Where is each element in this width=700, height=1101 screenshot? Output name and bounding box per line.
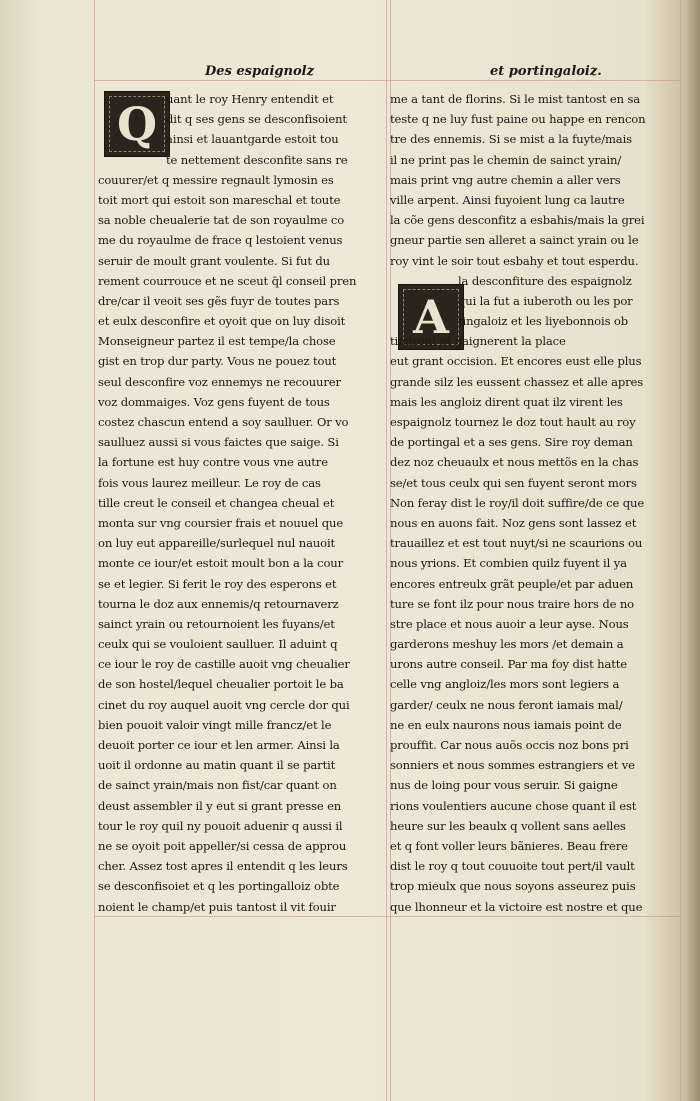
running-head-right: et portingaloiz. xyxy=(490,64,602,79)
text-line: trauaillez et est tout nuyt/si ne scaurions ou xyxy=(390,536,643,551)
running-head-left: Des espaignolz xyxy=(205,64,314,79)
text-line: rions voulentiers aucune chose quant il est xyxy=(390,798,637,813)
text-line: tourna le doz aux ennemis/q retournaverz xyxy=(98,596,339,611)
text-line: Non feray dist le roy/il doit suffire/de ce que xyxy=(390,495,645,510)
text-line: cher. Assez tost apres il entendit q les leurs xyxy=(98,859,348,874)
text-line: dist le roy q tout couuoite tout pert/il vault xyxy=(390,859,635,874)
text-line: dre/car il veoit ses gẽs fuyr de toutes pars xyxy=(98,293,340,308)
text-line: uant le roy Henry entendit et xyxy=(166,92,334,106)
text-line: nous en auons fait. Noz gens sont lassez et xyxy=(390,515,637,530)
text-line: et eulx desconfire et oyoit que on luy disoit xyxy=(98,314,346,329)
text-line: te nettement desconfite sans re xyxy=(166,152,348,167)
rule-gutter-left xyxy=(386,0,387,1101)
text-line: deuoit porter ce iour et len armer. Ainsi la xyxy=(98,738,340,752)
text-line: uoit il ordonne au matin quant il se partit xyxy=(98,758,336,773)
text-line: seruir de moult grant voulente. Si fut du xyxy=(98,253,331,268)
text-line: mais print vng autre chemin a aller vers xyxy=(390,172,621,187)
text-line: se et legier. Si ferit le roy des esperons et xyxy=(98,576,337,591)
text-line: trop mieulx que nous soyons asseurez puis xyxy=(390,879,636,894)
text-line: dit q ses gens se desconfisoient xyxy=(166,112,347,127)
text-line: mais les angloiz dirent quat ilz virent les xyxy=(390,394,623,409)
text-line: ceulx qui se vouloient saulluer. Il aduint q xyxy=(98,637,338,652)
text-line: couurer/et q messire regnault lymosin es xyxy=(98,172,334,187)
text-column-right xyxy=(390,89,678,917)
text-line: deust assembler il y eut si grant presse en xyxy=(98,798,342,813)
text-line: toit mort qui estoit son mareschal et toute xyxy=(98,192,341,207)
text-line: se/et tous ceulx qui sen fuyent seront mors xyxy=(390,475,637,490)
text-line: ville arpent. Ainsi fuyoient lung ca lautre xyxy=(390,192,625,207)
text-line: teste q ne luy fust paine ou happe en rencon xyxy=(390,112,646,127)
text-line: me a tant de florins. Si le mist tantost en sa xyxy=(390,92,641,106)
text-line: saulluez aussi si vous faictes que saige. Si xyxy=(98,435,339,450)
text-line: tille creut le conseil et changea cheual et xyxy=(98,495,335,510)
text-line: tour le roy quil ny pouoit aduenir q aussi il xyxy=(98,818,343,833)
text-line: grande silz les eussent chassez et alle apres xyxy=(390,374,644,389)
text-line: nus de loing pour vous seruir. Si gaigne xyxy=(390,778,618,793)
text-line: ne en eulx naurons nous iamais point de xyxy=(390,717,622,732)
text-line: celle vng angloiz/les mors sont legiers a xyxy=(390,677,620,692)
text-line: tre des ennemis. Si se mist a la fuyte/mais xyxy=(390,132,632,147)
text-line: ne se oyoit poit appeller/si cessa de approu xyxy=(98,838,347,853)
text-line: garder/ ceulx ne nous feront iamais mal/ xyxy=(390,697,623,712)
text-line: seul desconfire voz ennemys ne recouurer xyxy=(98,374,341,389)
text-line: on luy eut appareille/surlequel nul nauoit xyxy=(98,536,336,551)
text-line: sonniers et nous sommes estrangiers et ve xyxy=(390,758,635,773)
text-line: la desconfiture des espaignolz xyxy=(458,273,632,288)
text-line: qui la fut a iuberoth ou les por xyxy=(458,293,633,308)
text-line: urons autre conseil. Par ma foy dist hatte xyxy=(390,657,627,672)
text-line: nous yrions. Et combien quilz fuyent il ya xyxy=(390,556,627,571)
text-line: monta sur vng coursier frais et nouuel que xyxy=(98,515,344,530)
text-line: rement courrouce et ne sceut q̄l conseil pren xyxy=(98,273,357,288)
text-line: encores entreulx grãt peuple/et par aduen xyxy=(390,576,634,591)
drop-cap-letter: Q xyxy=(116,97,158,151)
rule-right-margin xyxy=(680,0,681,1101)
rule-header xyxy=(94,80,680,81)
text-line: eut grant occision. Et encores eust elle plus xyxy=(390,354,642,369)
text-line: il ne print pas le chemin de sainct yrain/ xyxy=(390,152,622,167)
text-line: noient le champ/et puis tantost il vit fouir xyxy=(98,899,336,914)
text-line: de portingal et a ses gens. Sire roy deman xyxy=(390,435,633,450)
text-line: gist en trop dur party. Vous ne pouez tout xyxy=(98,354,337,369)
text-line: tindrent et gaignerent la place xyxy=(390,334,566,349)
text-line: gneur partie sen alleret a sainct yrain ou le xyxy=(390,233,639,248)
text-line: ture se font ilz pour nous traire hors de no xyxy=(390,596,634,611)
text-line: se desconfisoiet et q les portingalloiz obte xyxy=(98,879,340,894)
text-line: dez noz cheuaulx et nous mettõs en la chas xyxy=(390,455,639,470)
text-line: sainct yrain ou retournoient les fuyans/et xyxy=(98,616,335,631)
text-line: la fortune est huy contre vous vne autre xyxy=(98,455,328,470)
drop-cap-letter: A xyxy=(413,290,449,344)
text-line: sa noble cheualerie tat de son royaulme co xyxy=(98,213,345,228)
text-line: voz dommaiges. Voz gens fuyent de tous xyxy=(98,394,330,409)
text-line: stre place et nous auoir a leur ayse. Nous xyxy=(390,616,629,631)
text-line: monte ce iour/et estoit moult bon a la cour xyxy=(98,556,343,571)
text-line: Monseigneur partez il est tempe/la chose xyxy=(98,334,336,349)
text-line: tingaloiz et les liyebonnois ob xyxy=(458,314,629,329)
text-line: de sainct yrain/mais non fist/car quant on xyxy=(98,778,337,793)
text-line: garderons meshuy les mors /et demain a xyxy=(390,637,624,652)
text-line: prouffit. Car nous auõs occis noz bons pri xyxy=(390,738,629,752)
text-line: la cõe gens desconfitz a esbahis/mais la grei xyxy=(390,213,645,228)
text-line: costez chascun entend a soy saulluer. Or vo xyxy=(98,415,349,429)
page-edge-shadow xyxy=(686,0,700,1101)
text-line: heure sur les beaulx q vollent sans aelles xyxy=(390,818,626,833)
rule-left-margin xyxy=(94,0,95,1101)
text-line: me du royaulme de frace q lestoient venus xyxy=(98,233,343,248)
text-line: ainsi et lauantgarde estoit tou xyxy=(166,132,339,147)
text-line: fois vous laurez meilleur. Le roy de cas xyxy=(98,475,321,490)
text-line: ce iour le roy de castille auoit vng cheualier xyxy=(98,657,350,672)
text-line: espaignolz tournez le doz tout hault au roy xyxy=(390,415,636,429)
text-line: et q font voller leurs bãnieres. Beau frere xyxy=(390,838,628,853)
text-line: cinet du roy auquel auoit vng cercle dor qui xyxy=(98,697,350,712)
text-line: roy vint le soir tout esbahy et tout esperdu. xyxy=(390,253,639,268)
text-line: que lhonneur et la victoire est nostre et que xyxy=(390,899,643,914)
text-column-left xyxy=(98,89,380,917)
text-line: bien pouoit valoir vingt mille francz/et le xyxy=(98,717,332,732)
text-line: de son hostel/lequel cheualier portoit le ba xyxy=(98,677,344,692)
